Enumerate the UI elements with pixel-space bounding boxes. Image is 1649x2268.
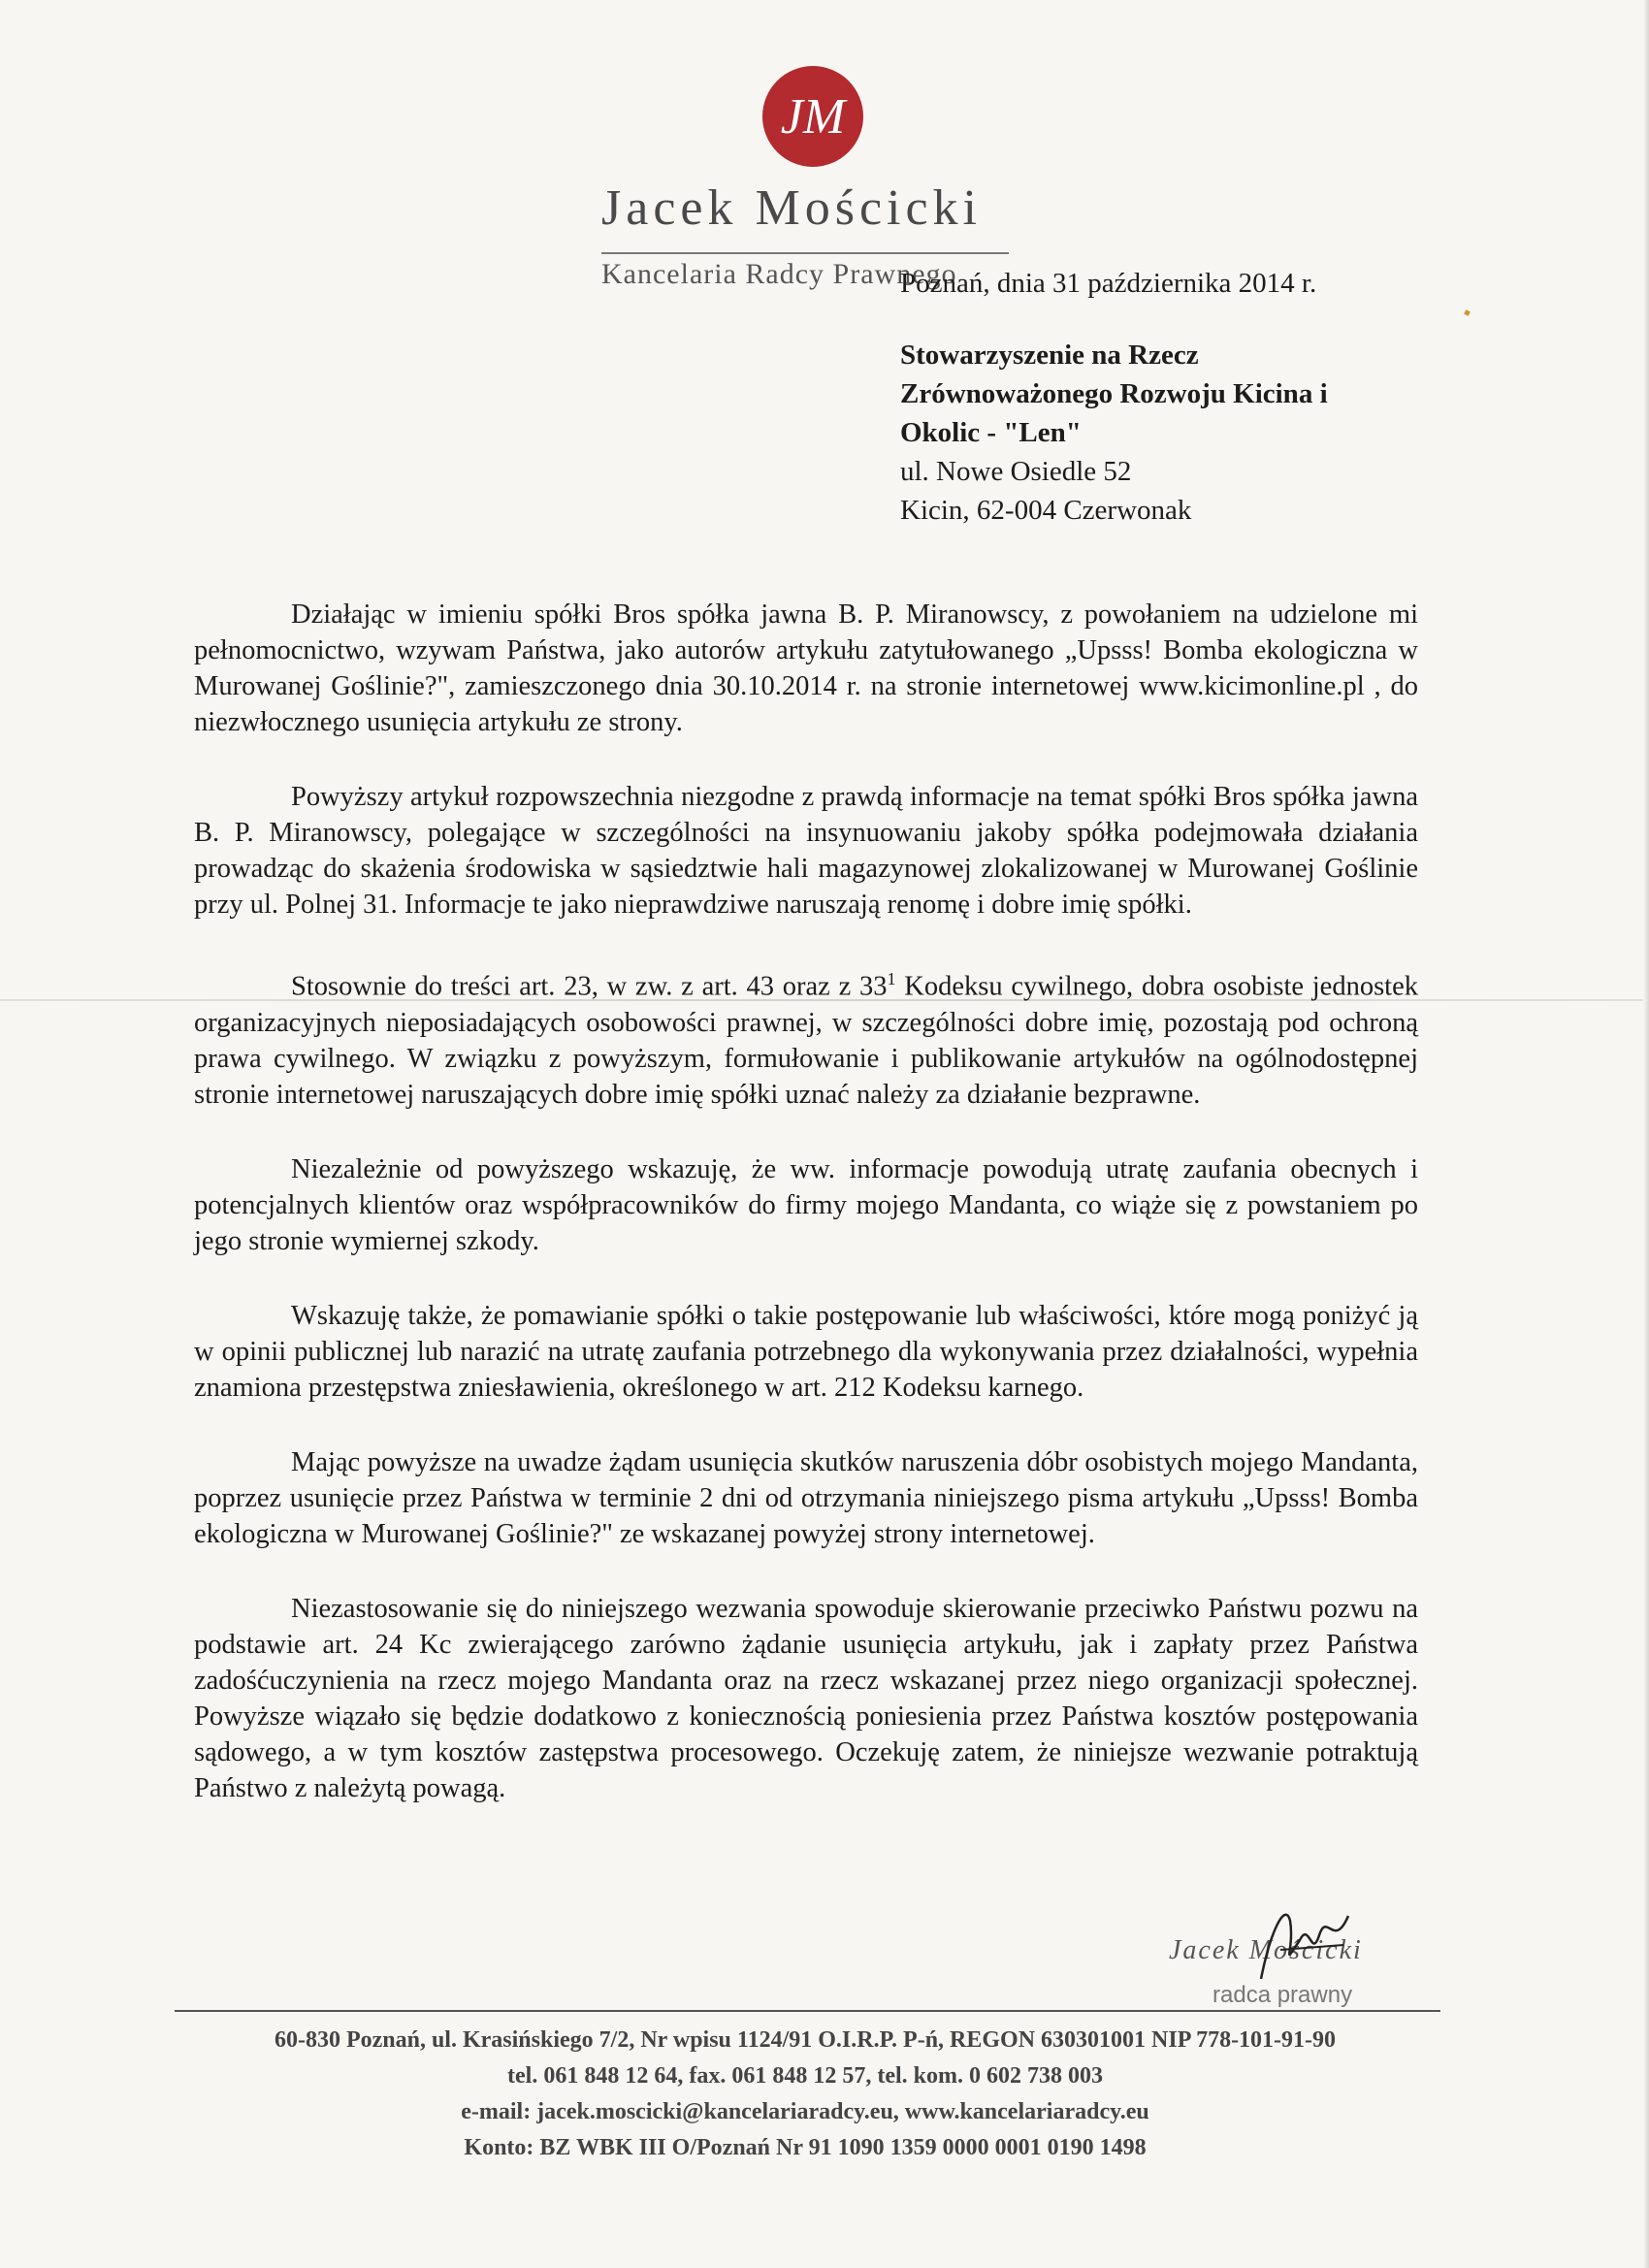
monogram-logo-icon [760, 63, 866, 170]
footer-phones: tel. 061 848 12 64, fax. 061 848 12 57, tel. kom. 0 602 738 003 [507, 2063, 1103, 2089]
recipient-name-line3: Okolic - "Len" [900, 417, 1082, 448]
letter-date: Poznań, dnia 31 października 2014 r. [900, 268, 1317, 299]
monogram-text: JM [780, 89, 846, 145]
recipient-name-line1: Stowarzyszenie na Rzecz [900, 340, 1199, 371]
paragraph-3 [194, 961, 1418, 1113]
monogram-logo [760, 63, 866, 170]
footer-rule [175, 2010, 1440, 2012]
letterhead-footer [146, 2023, 1465, 2166]
paragraph-2: Powyższy artykuł rozpowszechnia niezgodne z prawdą informacje na temat spółki Bros spółka jawna B. P. Miranowscy, polegające w szczególności na insynuowaniu jakoby spółka podejmowała działania prowadząc do skażenia środowiska w sąsiedztwie hali magazynowej zlokalizowanej w Murowanej Goślinie przy ul. Polnej 31. Informacje te jako nieprawdziwe naruszają renomę i dobre imię spółki. [194, 782, 1418, 920]
recipient-name-line2: Zrównoważonego Rozwoju Kicina i [900, 378, 1328, 409]
footer-account: Konto: BZ WBK III O/Poznań Nr 91 1090 1359 0000 0001 0190 1498 [464, 2135, 1147, 2160]
letterhead-subtitle: Kancelaria Radcy Prawnego [601, 258, 957, 290]
paragraph-5: Wskazuję także, że pomawianie spółki o takie postępowanie lub właściwości, które mogą poniżyć ją w opinii publicznej lub narazić na utratę zaufania potrzebnego dla wykonywania przez działalności, wypełnia znamiona przestępstwa zniesławienia, określonego w art. 212 Kodeksu karnego. [194, 1300, 1418, 1403]
paragraph-6: Mając powyższe na uwadze żądam usunięcia skutków naruszenia dóbr osobistych mojego Mandanta, poprzez usunięcie przez Państwa w terminie 2 dni od otrzymania niniejszego pisma artykułu „Upsss! Bomba ekologiczna w Murowanej Goślinie?" ze wskazanej powyżej strony internetowej. [194, 1446, 1418, 1549]
paragraph-3-superscript: 1 [887, 969, 896, 988]
paragraph-7: Niezastosowanie się do niniejszego wezwania spowoduje skierowanie przeciwko Państwu pozwu na podstawie art. 24 Kc zwierającego zarówno żądanie usunięcia artykułu, jak i zapłaty przez Państwa zadośćuczynienia na rzecz mojego Mandanta oraz na rzecz wskazanej przez niego organizacji społecznej. Powyższe wiązało się będzie dodatkowo z koniecznością poniesienia przez Państwa kosztów postępowania sądowego, a w tym kosztów zastępstwa procesowego. Oczekuję zatem, że niniejsze wezwanie potraktują Państwo z należytą powagą. [194, 1593, 1418, 1803]
paper-mark [1464, 309, 1471, 316]
paragraph-4: Niezależnie od powyższego wskazuję, że ww. informacje powodują utratę zaufania obecnych i potencjalnych klientów oraz współpracowników do firmy mojego Mandanta, co wiąże się z powstaniem po jego stronie wymiernej szkody. [194, 1153, 1418, 1256]
recipient-city: Kicin, 62-004 Czerwonak [900, 495, 1192, 526]
letterhead-name: Jacek Mościcki [601, 180, 983, 236]
letterhead-rule [601, 252, 1009, 254]
recipient-block [900, 336, 1414, 530]
letter-body [194, 597, 1418, 1845]
signature-stamp-title: radca prawny [1212, 1982, 1353, 2008]
footer-contact: e-mail: jacek.moscicki@kancelariaradcy.eu, www.kancelariaradcy.eu [461, 2099, 1149, 2124]
handwritten-signature [1251, 1892, 1358, 1989]
footer-address: 60-830 Poznań, ul. Krasińskiego 7/2, Nr wpisu 1124/91 O.I.R.P. P-ń, REGON 630301001 NIP 778-101-91-90 [274, 2027, 1337, 2053]
paragraph-3-end: Kodeksu cywilnego, dobra osobiste jednostek organizacyjnych nieposiadających osobowości prawnej, w szczególności dobre imię, pozostają pod ochroną prawa cywilnego. W związku z powyższym, formułowanie i publikowanie artykułów na ogólnodostępnej stronie internetowej naruszających dobre imię spółki uznać należy za działanie bezprawne. [194, 971, 1418, 1110]
signature-stamp-name: Jacek Mościcki [1169, 1935, 1363, 1965]
paragraph-1: Działając w imieniu spółki Bros spółka jawna B. P. Miranowscy, z powołaniem na udzielone mi pełnomocnictwo, wzywam Państwa, jako autorów artykułu zatytułowanego „Upsss! Bomba ekologiczna w Murowanej Goślinie?", zamieszczonego dnia 30.10.2014 r. na stronie internetowej www.kicimonline.pl , do niezwłocznego usunięcia artykułu ze strony. [194, 599, 1418, 737]
paragraph-3-start: Stosownie do treści art. 23, w zw. z art. 43 oraz z 33 [291, 971, 888, 1002]
paper-edge-shadow [1643, 0, 1649, 2268]
recipient-street: ul. Nowe Osiedle 52 [900, 456, 1132, 487]
